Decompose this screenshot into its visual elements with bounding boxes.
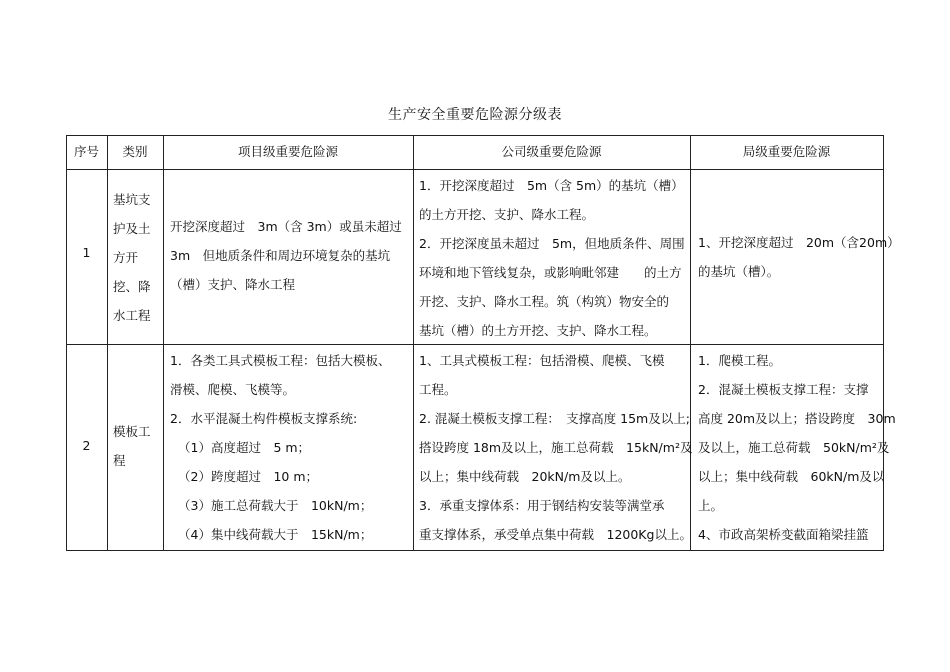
text-line: （3）施工总荷载大于 10kN/m； xyxy=(178,498,373,513)
text-line: 高度 20m及以上；搭设跨度 30m xyxy=(698,411,896,426)
text-line: 开挖深度超过 3m（含 3m）或虽未超过 xyxy=(170,219,402,234)
text-line: 方开 xyxy=(113,250,139,265)
text-line: 4、市政高架桥变截面箱梁挂篮 xyxy=(698,527,869,542)
text-line: 的基坑（槽）。 xyxy=(698,264,780,279)
text-line: 挖、降 xyxy=(113,279,151,294)
row-2-project-level xyxy=(170,346,390,549)
table-rule xyxy=(413,135,414,551)
header-bureau-level: 局级重要危险源 xyxy=(742,144,831,159)
text-line: 2．水平混凝土构件模板支撑系统: xyxy=(170,411,358,426)
text-line: 3m 但地质条件和周边环境复杂的基坑 xyxy=(170,248,391,263)
text-line: 及以上，施工总荷载 50kN/m²及 xyxy=(698,440,890,455)
text-line: 2．开挖深度虽未超过 5m，但地质条件、周围 xyxy=(419,236,685,251)
table-rule xyxy=(107,135,108,551)
text-line: 1．开挖深度超过 5m（含 5m）的基坑（槽） xyxy=(419,178,684,193)
text-line: 1．各类工具式模板工程：包括大模板、 xyxy=(170,353,391,368)
text-line: 2．混凝土模板支撑工程：支撑 xyxy=(698,382,869,397)
text-line: 护及土 xyxy=(113,221,151,236)
row-1-bureau-level xyxy=(698,228,900,286)
text-line: （4）集中线荷载大于 15kN/m； xyxy=(178,527,373,542)
text-line: 以上；集中线荷载 20kN/m及以上。 xyxy=(419,469,631,484)
header-seq: 序号 xyxy=(73,144,99,159)
text-line: 基坑（槽）的土方开挖、支护、降水工程。 xyxy=(419,323,657,338)
text-line: 重支撑体系，承受单点集中荷载 1200Kg以上。 xyxy=(419,527,692,542)
text-line: 1．爬模工程。 xyxy=(698,353,781,368)
text-line: 程 xyxy=(113,453,126,468)
row-2-bureau-level xyxy=(698,346,896,549)
text-line: 模板工 xyxy=(113,424,151,439)
text-line: 水工程 xyxy=(113,308,151,323)
table-rule xyxy=(66,550,884,551)
text-line: 上。 xyxy=(698,498,724,513)
text-line: 的土方开挖、支护、降水工程。 xyxy=(419,207,595,222)
hazard-table xyxy=(66,135,900,551)
text-line: 搭设跨度 18m及以上，施工总荷载 15kN/m²及 xyxy=(419,440,693,455)
text-line: 基坑支 xyxy=(113,192,151,207)
row-1-category xyxy=(113,185,151,330)
text-line: 3．承重支撑体系：用于钢结构安装等满堂承 xyxy=(419,498,665,513)
text-line: 2. 混凝土模板支撑工程： 支撑高度 15m及以上; xyxy=(419,411,690,426)
text-line: 滑模、爬模、飞模等。 xyxy=(170,382,296,397)
text-line: 工程。 xyxy=(419,382,457,397)
row-1-company-level xyxy=(419,171,685,345)
text-line: 1、工具式模板工程：包括滑模、爬模、飞模 xyxy=(419,353,665,368)
row-2-category xyxy=(113,417,151,475)
text-line: 1、开挖深度超过 20m（含20m） xyxy=(698,235,900,250)
page-title: 生产安全重要危险源分级表 xyxy=(388,107,562,123)
header-project-level: 项目级重要危险源 xyxy=(237,144,338,159)
row-2-number: 2 xyxy=(82,438,91,453)
table-rule xyxy=(163,135,164,551)
text-line: （2）跨度超过 10 m； xyxy=(178,469,319,484)
text-line: 以上；集中线荷载 60kN/m及以 xyxy=(698,469,885,484)
header-category: 类别 xyxy=(122,144,148,159)
text-line: 开挖、支护、降水工程。筑（构筑）物安全的 xyxy=(419,294,670,309)
row-2-company-level xyxy=(419,346,692,549)
text-line: 环境和地下管线复杂，或影响毗邻建 的土方 xyxy=(419,265,682,280)
text-line: （1）高度超过 5 m； xyxy=(178,440,311,455)
table-rule xyxy=(66,135,67,551)
row-1-number: 1 xyxy=(82,245,91,260)
header-company-level: 公司级重要危险源 xyxy=(501,144,602,159)
text-line: （槽）支护、降水工程 xyxy=(170,277,296,292)
table-rule xyxy=(66,169,884,170)
row-1-project-level xyxy=(170,212,402,299)
